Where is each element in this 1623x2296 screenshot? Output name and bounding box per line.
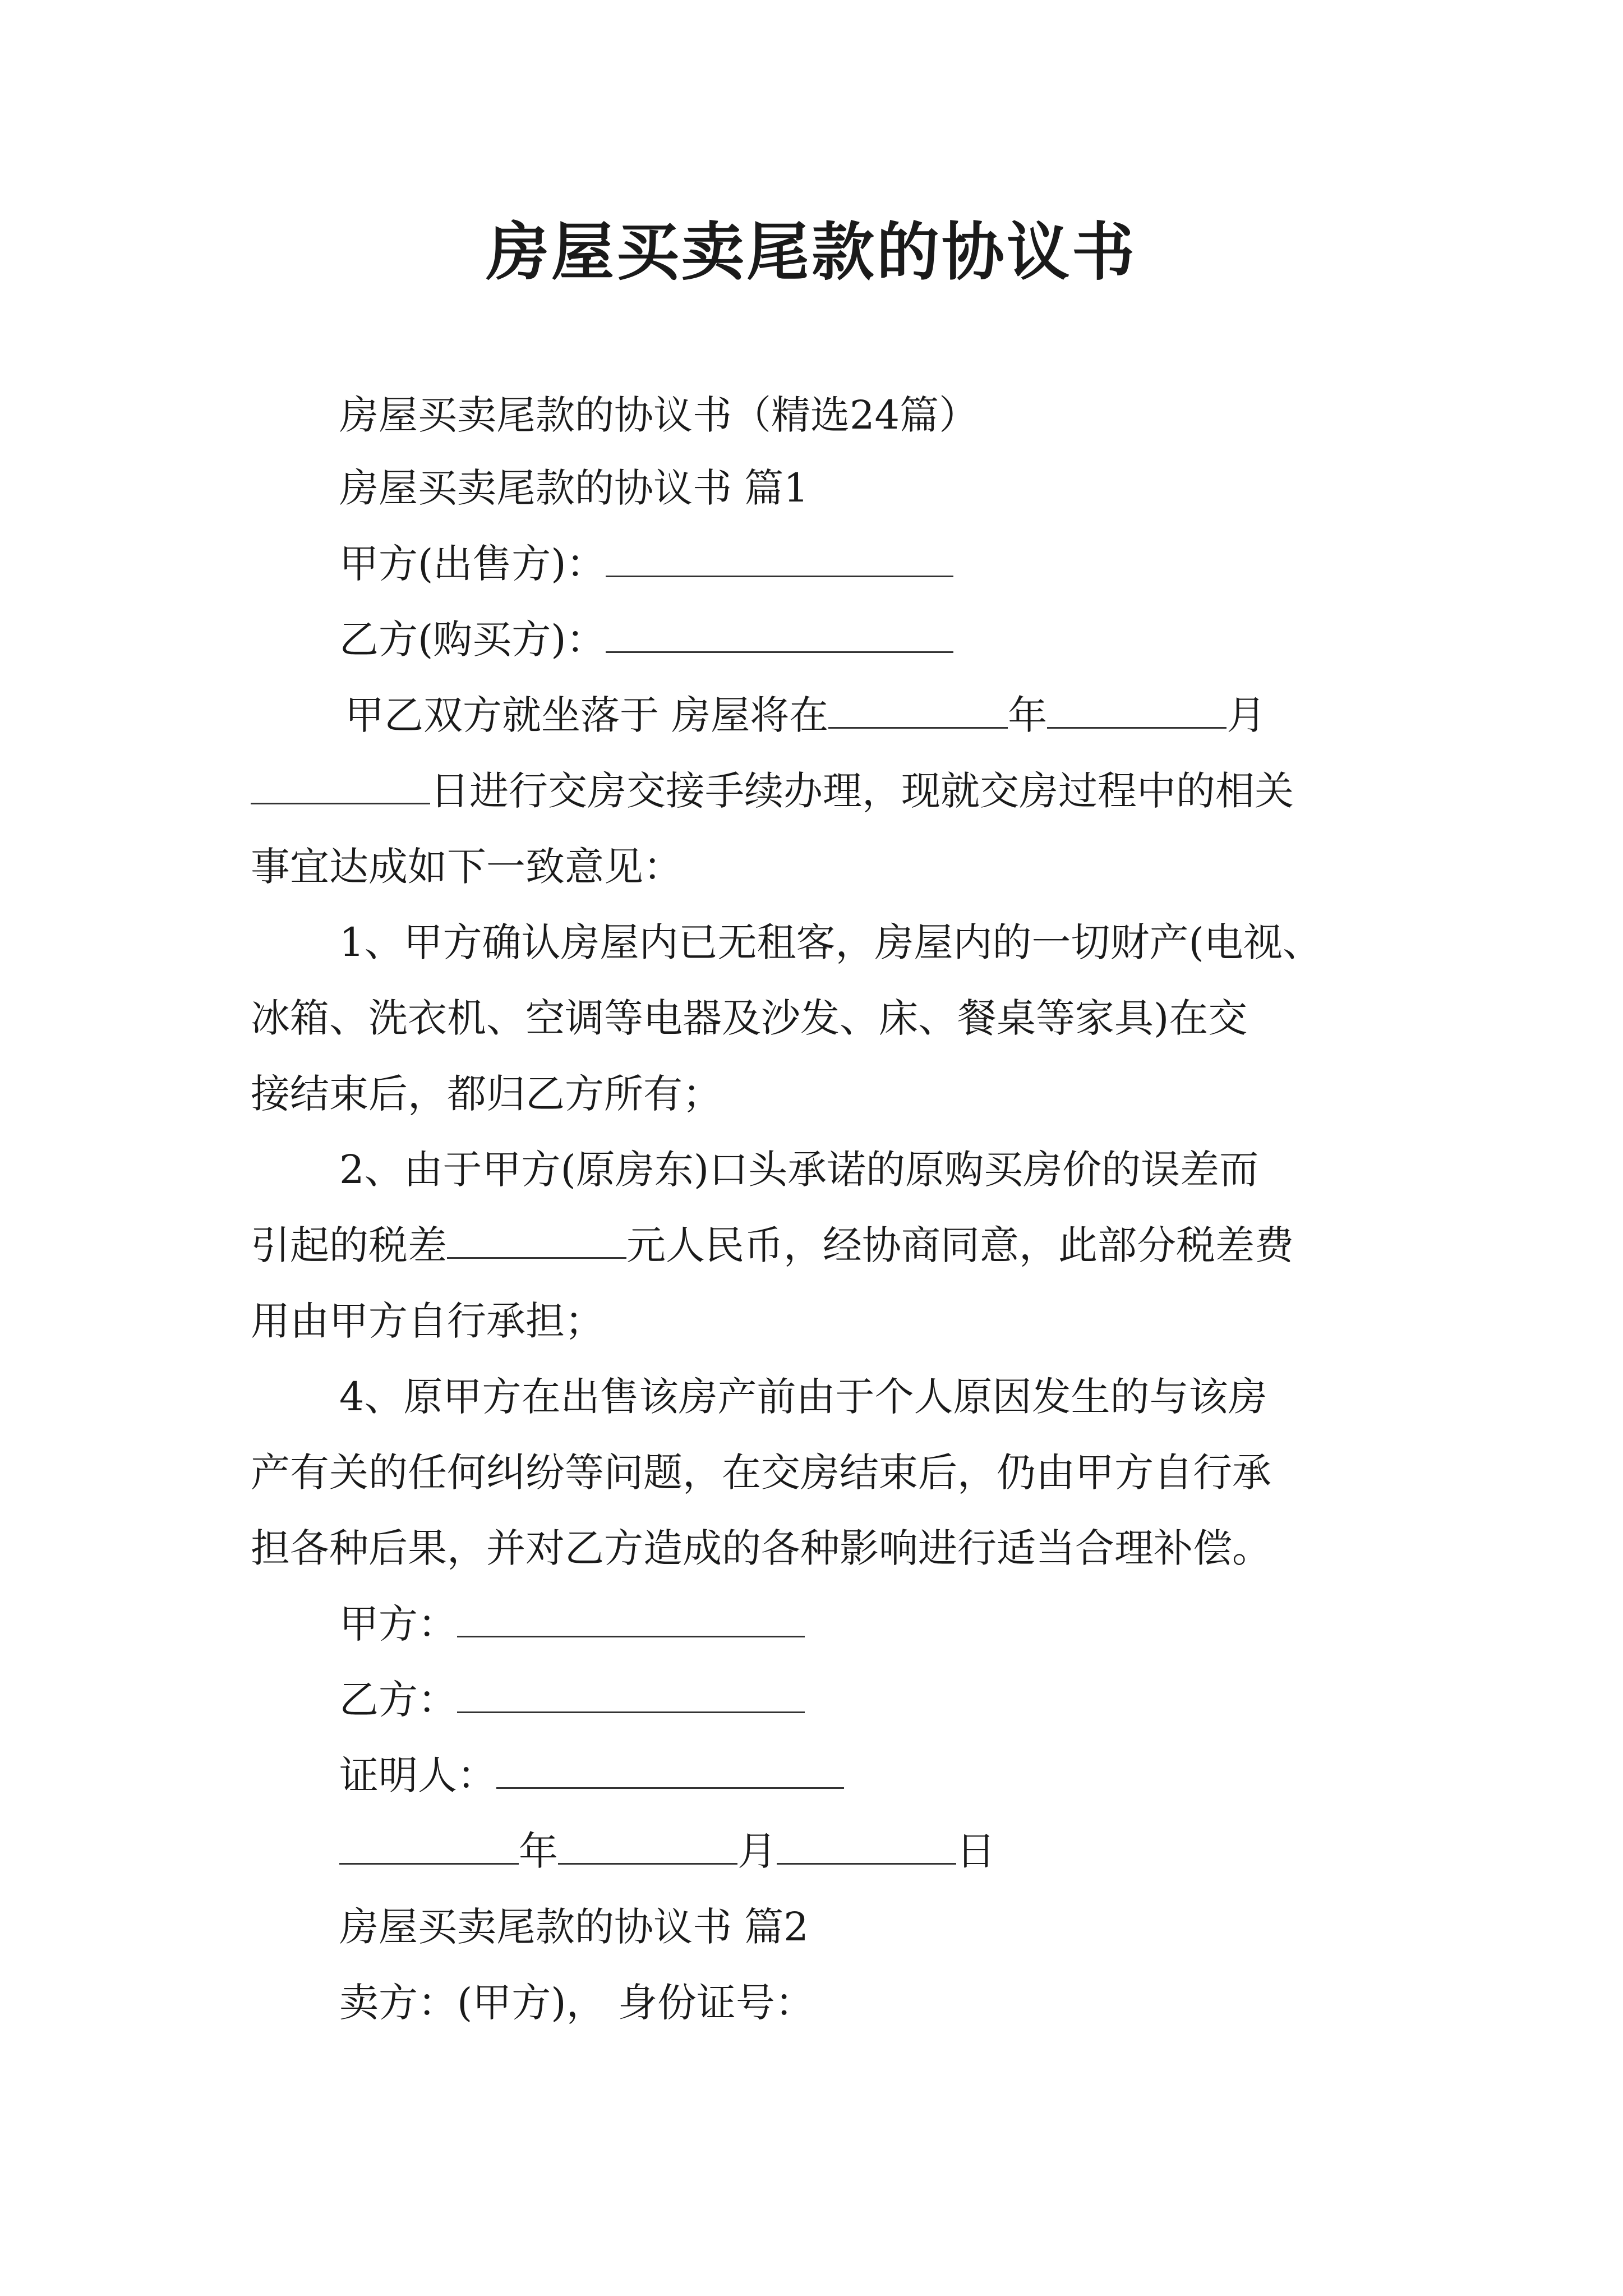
paragraph-line: 事宜达成如下一致意见：	[251, 844, 683, 890]
party-b-blank[interactable]	[457, 1672, 805, 1713]
seller-label: 甲方(出售方)：	[339, 541, 606, 587]
witness-blank[interactable]	[496, 1748, 844, 1789]
paragraph-line: 冰箱、洗衣机、空调等电器及沙发、床、餐桌等家具)在交	[251, 995, 1248, 1041]
subtitle-line: 房屋买卖尾款的协议书（精选24篇）	[339, 392, 979, 438]
party-b-sign-line	[339, 1672, 1483, 1728]
month-label: 月	[1227, 692, 1266, 738]
paragraph-line	[345, 687, 1489, 743]
sign-month-blank[interactable]	[558, 1824, 737, 1865]
sign-year-blank[interactable]	[339, 1824, 519, 1865]
sign-day-blank[interactable]	[777, 1824, 956, 1865]
seller-line	[339, 536, 1483, 592]
paragraph-line: 2、由于甲方(原房东)口头承诺的原购买房价的误差而	[339, 1147, 1259, 1193]
month-blank[interactable]	[1047, 688, 1227, 729]
paragraph-line: 卖方：(甲方)， 身份证号：	[339, 1980, 814, 2026]
text-fragment: 引起的税差	[251, 1222, 447, 1268]
month-label: 月	[737, 1828, 777, 1874]
paragraph-line: 用由甲方自行承担；	[251, 1298, 604, 1344]
day-blank[interactable]	[251, 763, 430, 804]
witness-label: 证明人：	[339, 1752, 496, 1798]
paragraph-line: 接结束后，都归乙方所有；	[251, 1071, 722, 1117]
section-heading-1: 房屋买卖尾款的协议书 篇1	[339, 465, 809, 511]
year-blank[interactable]	[828, 688, 1008, 729]
text-fragment: 甲乙双方就坐落于 房屋将在	[345, 692, 829, 738]
section-heading-2: 房屋买卖尾款的协议书 篇2	[339, 1904, 809, 1950]
tax-diff-blank[interactable]	[447, 1218, 626, 1259]
buyer-blank[interactable]	[606, 612, 953, 653]
date-sign-line	[339, 1823, 1483, 1879]
document-title: 房屋买卖尾款的协议书	[486, 215, 1137, 289]
buyer-label: 乙方(购买方)：	[339, 616, 606, 662]
year-label: 年	[519, 1828, 558, 1874]
party-a-sign-line	[339, 1596, 1483, 1652]
day-label: 日	[956, 1828, 995, 1874]
seller-blank[interactable]	[606, 536, 953, 577]
buyer-line	[339, 611, 1483, 668]
paragraph-line: 4、原甲方在出售该房产前由于个人原因发生的与该房	[339, 1374, 1267, 1420]
paragraph-line: 担各种后果，并对乙方造成的各种影响进行适当合理补偿。	[251, 1525, 1271, 1571]
paragraph-line: 1、甲方确认房屋内已无租客，房屋内的一切财产(电视、	[339, 919, 1322, 965]
paragraph-line	[251, 763, 1395, 819]
party-a-blank[interactable]	[457, 1596, 805, 1637]
text-fragment: 日进行交房交接手续办理，现就交房过程中的相关	[430, 768, 1294, 814]
party-b-label: 乙方：	[339, 1677, 457, 1723]
text-fragment: 元人民币，经协商同意，此部分税差费	[626, 1222, 1294, 1268]
party-a-label: 甲方：	[339, 1601, 457, 1647]
year-label: 年	[1008, 692, 1048, 738]
paragraph-line: 产有关的任何纠纷等问题，在交房结束后，仍由甲方自行承	[251, 1450, 1271, 1496]
witness-sign-line	[339, 1747, 1483, 1803]
paragraph-line	[251, 1217, 1395, 1273]
